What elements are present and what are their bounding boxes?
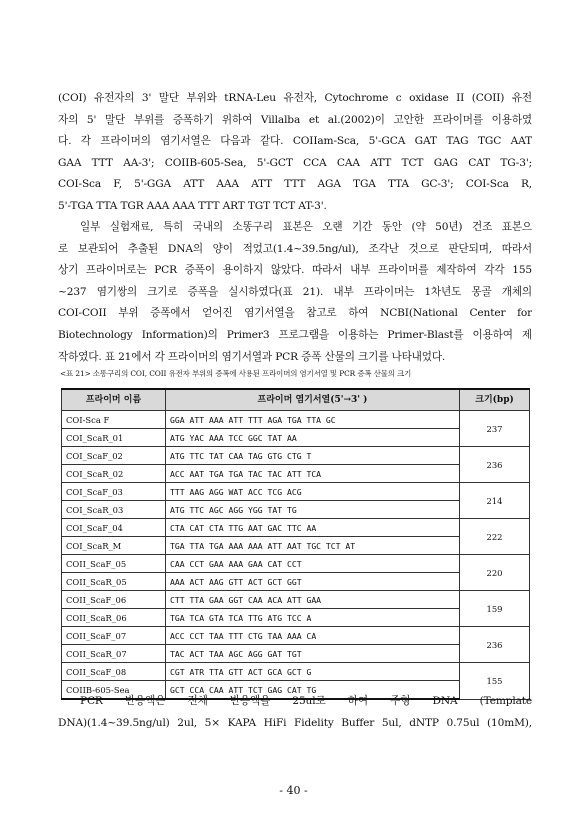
text-line: COI-COII 부위 증폭에서 얻어진 염기서열을 참고로 하여 NCBI(National Center for — [58, 307, 532, 320]
column-header-primer-name: 프라이머 이름 — [62, 389, 166, 411]
primer-name-cell: COI-Sca F — [62, 411, 166, 429]
primer-sequence-cell: TGA TCA GTA TCA TTG ATG TCC A — [166, 609, 460, 627]
table-row — [62, 609, 530, 627]
primer-sequence-cell: TTT AAG AGG WAT ACC TCG ACG — [166, 483, 460, 501]
primer-name-cell: COII_ScaR_05 — [62, 573, 166, 591]
text-line: 다. 각 프라이머의 염기서열은 다음과 같다. COIIam-Sca, 5'-GCA GAT TAG TGC AAT — [58, 135, 532, 148]
table-caption: <표 21> 소똥구리의 COI, COII 유전자 부위의 증폭에 사용된 프라이머의 염기서열 및 PCR 증폭 산물의 크기 — [60, 369, 412, 378]
primer-sequence-cell: ATG TTC AGC AGG YGG TAT TG — [166, 501, 460, 519]
text-line: 상기 프라이머로는 PCR 증폭이 용이하지 않았다. 따라서 내부 프라이머를 제작하여 각각 155 — [58, 264, 532, 277]
table-row — [62, 465, 530, 483]
primer-name-cell: COI_ScaR_03 — [62, 501, 166, 519]
primer-name-cell: COIIB-605-Sea — [62, 681, 166, 700]
text-line: GAA TTT AA-3'; COIIB-605-Sea, 5'-GCT CCA CAA ATT TCT GAG CAT TG-3'; — [58, 156, 532, 169]
body-paragraph-1 — [58, 88, 532, 218]
column-header-size: 크기(bp) — [460, 389, 530, 411]
body-paragraph-3 — [58, 691, 532, 734]
primer-sequence-cell: TGA TTA TGA AAA AAA ATT AAT TGC TCT AT — [166, 537, 460, 555]
text-line: 일부 실험재료, 특히 국내의 소똥구리 표본은 오랜 기간 동안 (약 50년) 건조 표본으 — [80, 221, 532, 233]
product-size-cell: 236 — [460, 627, 530, 663]
primer-sequence-cell: GCT CCA CAA ATT TCT GAG CAT TG — [166, 681, 460, 700]
table-row — [62, 447, 530, 465]
primer-sequence-cell: AAA ACT AAG GTT ACT GCT GGT — [166, 573, 460, 591]
primer-sequence-cell: CTA CAT CTA TTG AAT GAC TTC AA — [166, 519, 460, 537]
primer-name-cell: COII_ScaF_08 — [62, 663, 166, 681]
primer-sequence-cell: CTT TTA GAA GGT CAA ACA ATT GAA — [166, 591, 460, 609]
primer-sequence-cell: ACC AAT TGA TGA TAC TAC ATT TCA — [166, 465, 460, 483]
text-line: ~237 염기쌍의 크기로 증폭을 실시하였다(표 21). 내부 프라이머는 1차년도 몽골 개체의 — [58, 285, 532, 298]
primer-name-cell: COII_ScaF_06 — [62, 591, 166, 609]
body-paragraph-2 — [58, 217, 532, 368]
table-row — [62, 429, 530, 447]
table-row — [62, 591, 530, 609]
primer-table — [61, 388, 530, 700]
primer-name-cell: COII_ScaF_05 — [62, 555, 166, 573]
primer-name-cell: COI_ScaF_02 — [62, 447, 166, 465]
primer-name-cell: COI_ScaR_02 — [62, 465, 166, 483]
table-row — [62, 555, 530, 573]
primer-sequence-cell: ATG YAC AAA TCC GGC TAT AA — [166, 429, 460, 447]
product-size-cell: 237 — [460, 411, 530, 447]
primer-name-cell: COI_ScaF_03 — [62, 483, 166, 501]
table-row — [62, 519, 530, 537]
text-line: Biotechnology Information)의 Primer3 프로그램을 이용하는 Primer-Blast를 이용하여 제 — [58, 328, 532, 341]
text-line: 자의 5' 말단 부위를 증폭하기 위하여 Villalba et al.(2002)이 고안한 프라이머를 이용하였 — [58, 113, 532, 126]
primer-sequence-cell: GGA ATT AAA ATT TTT AGA TGA TTA GC — [166, 411, 460, 429]
primer-name-cell: COI_ScaF_04 — [62, 519, 166, 537]
text-line: 로 보관되어 추출된 DNA의 양이 적었고(1.4~39.5ng/ul), 조각난 것으로 판단되며, 따라서 — [58, 242, 532, 255]
text-line: 5'-TGA TTA TGR AAA AAA TTT ART TGT TCT AT-3'. — [58, 199, 327, 212]
text-line: PCR 반응액은 전체 반응액을 25ul로 하여 주형 DNA (Template — [80, 695, 532, 707]
primer-name-cell: COI_ScaR_M — [62, 537, 166, 555]
text-line: DNA)(1.4~39.5ng/ul) 2ul, 5× KAPA HiFi Fidelity Buffer 5ul, dNTP 0.75ul (10mM), — [58, 716, 532, 729]
product-size-cell: 220 — [460, 555, 530, 591]
primer-sequence-cell: TAC ACT TAA AGC AGG GAT TGT — [166, 645, 460, 663]
primer-name-cell: COII_ScaF_07 — [62, 627, 166, 645]
primer-sequence-cell: CGT ATR TTA GTT ACT GCA GCT G — [166, 663, 460, 681]
primer-sequence-cell: ACC CCT TAA TTT CTG TAA AAA CA — [166, 627, 460, 645]
primer-name-cell: COI_ScaR_01 — [62, 429, 166, 447]
text-line: COI-Sca F, 5'-GGA ATT AAA ATT TTT AGA TGA TTA GC-3'; COI-Sca R, — [58, 178, 532, 191]
primer-name-cell: COII_ScaR_07 — [62, 645, 166, 663]
product-size-cell: 159 — [460, 591, 530, 627]
table-row — [62, 483, 530, 501]
page-number: - 40 - — [279, 784, 308, 797]
product-size-cell: 155 — [460, 663, 530, 700]
primer-name-cell: COII_ScaR_06 — [62, 609, 166, 627]
column-header-primer-sequence: 프라이머 염기서열(5'→3' ) — [166, 389, 460, 411]
text-line: (COI) 유전자의 3' 말단 부위와 tRNA-Leu 유전자, Cytochrome c oxidase II (COII) 유전 — [58, 92, 532, 104]
text-line: 작하였다. 표 21에서 각 프라이머의 염기서열과 PCR 증폭 산물의 크기를 나타내었다. — [58, 350, 446, 363]
table-row — [62, 645, 530, 663]
table-row — [62, 627, 530, 645]
primer-sequence-cell: ATG TTC TAT CAA TAG GTG CTG T — [166, 447, 460, 465]
table-row — [62, 573, 530, 591]
product-size-cell: 236 — [460, 447, 530, 483]
primer-sequence-cell: CAA CCT GAA AAA GAA CAT CCT — [166, 555, 460, 573]
table-row — [62, 411, 530, 429]
table-header-row — [62, 389, 530, 411]
table-row — [62, 501, 530, 519]
table-row — [62, 663, 530, 681]
product-size-cell: 214 — [460, 483, 530, 519]
product-size-cell: 222 — [460, 519, 530, 555]
table-row — [62, 537, 530, 555]
